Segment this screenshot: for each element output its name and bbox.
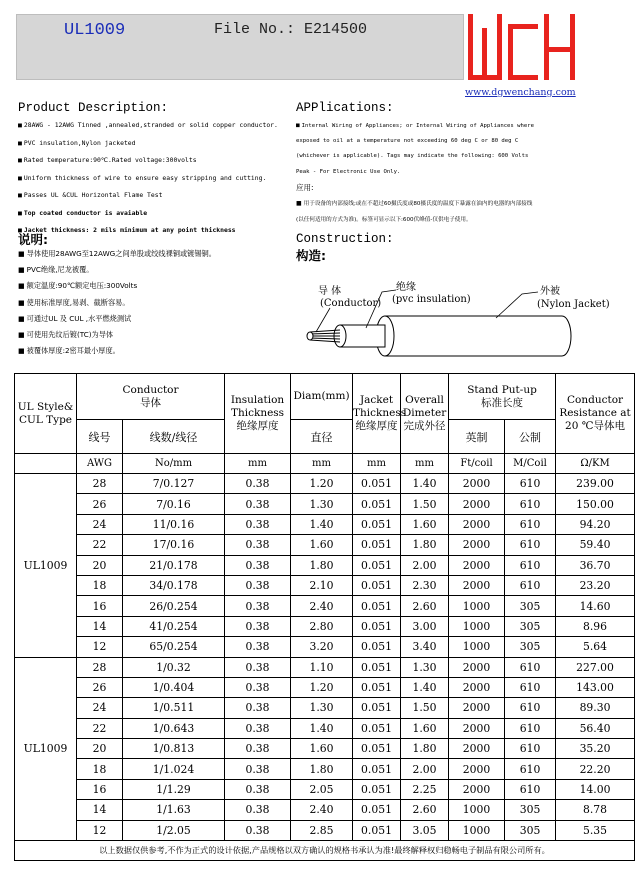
table-cell: 0.38 [225,739,291,759]
table-cell: 7/0.16 [123,494,225,514]
app-line-2: exposed to oil at a temperature not exceeding 60 deg C or 80 deg C [296,138,519,145]
table-cell: 2.85 [291,820,353,840]
company-logo [466,10,578,84]
conductor-label-en: (Conductor) [320,298,382,309]
unit-awg: AWG [77,454,123,474]
table-cell: 610 [505,698,556,718]
table-cell: 610 [505,535,556,555]
table-cell: 36.70 [556,555,635,575]
table-cell: 610 [505,718,556,738]
table-cell: 1.40 [291,718,353,738]
table-cell: 1.10 [291,657,353,677]
table-cell: 2000 [449,657,505,677]
table-cell: 0.38 [225,759,291,779]
insulation-label-en: (pvc insulation) [392,294,471,305]
table-cell: 1.60 [291,535,353,555]
table-cell: 0.051 [353,657,401,677]
table-cell: 35.20 [556,739,635,759]
table-cell: 1000 [449,616,505,636]
table-cell: 0.38 [225,474,291,494]
th-diam: Diam(mm) [291,374,353,420]
table-cell: 1000 [449,800,505,820]
table-row [15,657,635,677]
table-cell: 1.30 [291,698,353,718]
table-cell: 1/1.29 [123,779,225,799]
table-row [15,677,635,697]
table-cell: 12 [77,820,123,840]
unit-mm-insul: mm [225,454,291,474]
table-cell: 14 [77,616,123,636]
table-cell: 1.60 [291,739,353,759]
th-jacket: Jacket Thickness 绝缘厚度 [353,374,401,454]
logo-mark [468,14,575,80]
table-cell: 1.30 [291,494,353,514]
table-cell: 1000 [449,637,505,657]
table-cell: 16 [77,779,123,799]
table-row [15,514,635,534]
table-cell: 305 [505,596,556,616]
table-cell: 3.00 [401,616,449,636]
table-cell: 2000 [449,474,505,494]
table-cell: 1.60 [401,718,449,738]
table-cell: 305 [505,800,556,820]
table-cell: 1.80 [401,739,449,759]
description-cn-item: ■ 可通过UL 及 CUL ,水平燃烧测试 [18,311,216,327]
table-cell: 2.00 [401,759,449,779]
description-cn-title: 说明: [18,232,48,247]
table-cell: 0.051 [353,718,401,738]
description-item: ■ Rated temperature:90℃.Rated voltage:300volts [18,152,278,170]
unit-ohm: Ω/KM [556,454,635,474]
table-cell: 28 [77,474,123,494]
table-cell: 2.05 [291,779,353,799]
table-cell: 0.051 [353,616,401,636]
table-cell: 0.38 [225,575,291,595]
table-cell: 1.20 [291,677,353,697]
table-cell: 305 [505,637,556,657]
table-cell: 1/1.63 [123,800,225,820]
table-cell: 26 [77,494,123,514]
th-diam-cn: 直径 [291,420,353,454]
table-cell: 2000 [449,739,505,759]
table-cell: 1/0.511 [123,698,225,718]
description-cn-item: ■ 可使用先纹后镀(TC)为导体 [18,327,216,343]
table-cell: 2.40 [291,596,353,616]
table-cell: 17/0.16 [123,535,225,555]
table-cell: 5.64 [556,637,635,657]
table-cell: 0.38 [225,616,291,636]
style-cell: UL1009 [15,657,77,841]
th-overall: Overall Dimeter 完成外径 [401,374,449,454]
table-cell: 0.051 [353,596,401,616]
table-row [15,698,635,718]
table-cell: 0.38 [225,494,291,514]
table-cell: 0.38 [225,555,291,575]
table-cell: 0.051 [353,535,401,555]
table-cell: 610 [505,494,556,514]
table-cell: 143.00 [556,677,635,697]
th-insulation: Insulation Thickness 绝缘厚度 [225,374,291,454]
table-cell: 610 [505,555,556,575]
conductor-label-cn: 导 体 [318,286,342,297]
table-cell: 22 [77,718,123,738]
table-cell: 150.00 [556,494,635,514]
applications-title: APPlications: [296,101,394,115]
th-style: UL Style& CUL Type [15,374,77,454]
table-cell: 0.051 [353,779,401,799]
table-cell: 1/0.32 [123,657,225,677]
website-link[interactable]: www.dgwenchang.com [465,87,576,98]
table-footer-note: 以上数据仅供参考,不作为正式的设计依据,产品规格以双方确认的规格书承认为准!最终解释权归稳畅电子制品有限公司所有。 [15,841,635,861]
table-cell: 1.60 [401,514,449,534]
table-cell: 610 [505,514,556,534]
table-cell: 2.30 [401,575,449,595]
th-imperial: 英制 [449,420,505,454]
table-row [15,596,635,616]
table-cell: 7/0.127 [123,474,225,494]
unit-empty [15,454,77,474]
table-row [15,800,635,820]
table-cell: 56.40 [556,718,635,738]
table-cell: 1/2.05 [123,820,225,840]
table-cell: 1.20 [291,474,353,494]
table-cell: 0.051 [353,820,401,840]
table-row [15,718,635,738]
description-cn-item: ■ PVC绝缘,尼龙被覆。 [18,262,216,278]
table-cell: 610 [505,474,556,494]
table-cell: 0.38 [225,698,291,718]
table-cell: 23.20 [556,575,635,595]
table-cell: 3.05 [401,820,449,840]
table-cell: 2.60 [401,800,449,820]
table-cell: 18 [77,759,123,779]
table-cell: 0.38 [225,800,291,820]
table-cell: 3.20 [291,637,353,657]
construction-cn-title: 构造: [296,248,326,263]
table-row [15,535,635,555]
table-cell: 0.051 [353,759,401,779]
table-cell: 14 [77,800,123,820]
table-cell: 2000 [449,718,505,738]
table-cell: 8.96 [556,616,635,636]
table-cell: 2.00 [401,555,449,575]
table-cell: 1.40 [401,474,449,494]
table-cell: 2.80 [291,616,353,636]
description-item: ■ Top coated conductor is avaiable [18,205,278,223]
table-cell: 89.30 [556,698,635,718]
table-cell: 610 [505,677,556,697]
table-cell: 0.051 [353,575,401,595]
th-metric: 公制 [505,420,556,454]
table-cell: 14.60 [556,596,635,616]
table-cell: 1000 [449,820,505,840]
spec-table [14,373,635,861]
table-cell: 1.40 [401,677,449,697]
unit-mm-diam: mm [291,454,353,474]
table-cell: 2.60 [401,596,449,616]
table-row [15,575,635,595]
description-list [18,117,278,240]
table-cell: 2000 [449,555,505,575]
style-cell: UL1009 [15,474,77,658]
table-cell: 2.25 [401,779,449,799]
table-row [15,555,635,575]
table-cell: 305 [505,820,556,840]
description-cn-item: ■ 导体使用28AWG至12AWG之间单股或绞线裸铜或镀锡铜。 [18,246,216,262]
table-cell: 0.38 [225,657,291,677]
table-cell: 0.38 [225,535,291,555]
table-cell: 610 [505,575,556,595]
description-item: ■ Passes UL &CUL Horizontal Flame Test [18,187,278,205]
description-cn-item: ■ 额定温度:90℃额定电压:300Volts [18,278,216,294]
description-cn-list [18,246,216,359]
table-cell: 610 [505,759,556,779]
description-cn-item: ■ 被覆体厚度:2密耳最小厚度。 [18,343,216,359]
table-cell: 1/1.024 [123,759,225,779]
jacket-label-cn: 外被 [540,286,560,297]
th-gauge-cn: 线号 [77,420,123,454]
table-cell: 94.20 [556,514,635,534]
table-cell: 0.051 [353,474,401,494]
table-cell: 2000 [449,535,505,555]
table-cell: 20 [77,555,123,575]
model-title: UL1009 [64,21,126,40]
description-item: ■ 28AWG - 12AWG Tinned ,annealed,stranded or solid copper conductor. [18,117,278,135]
table-row [15,616,635,636]
table-cell: 2.40 [291,800,353,820]
table-cell: 26 [77,677,123,697]
table-cell: 1.30 [401,657,449,677]
table-cell: 0.051 [353,555,401,575]
table-cell: 24 [77,514,123,534]
table-cell: 0.051 [353,677,401,697]
wire-illustration [300,278,630,358]
table-cell: 12 [77,637,123,657]
table-row [15,494,635,514]
table-cell: 2000 [449,575,505,595]
table-cell: 0.38 [225,779,291,799]
app-cn-line-1: ■ 用于设备的内部接线;或在不超过60摄氏度或80摄氏度的温度下暴露在油内的电器的内部接线 [296,196,626,212]
th-resistance: Conductor Resistance at 20 ℃导体电 [556,374,635,454]
description-item: ■ Jacket thickness: 2 mils minimum at any point thickness [18,222,278,240]
table-cell: 227.00 [556,657,635,677]
table-cell: 610 [505,657,556,677]
table-cell: 2.10 [291,575,353,595]
table-cell: 20 [77,739,123,759]
table-cell: 610 [505,739,556,759]
description-item: ■ Uniform thickness of wire to ensure easy stripping and cutting. [18,170,278,188]
app-line-3: (whichever is applicable). Tags may indicate the following: 600 Volts [296,153,529,160]
table-cell: 3.40 [401,637,449,657]
table-cell: 14.00 [556,779,635,799]
table-cell: 1.80 [291,759,353,779]
table-cell: 305 [505,616,556,636]
table-cell: 0.051 [353,494,401,514]
unit-mm-overall: mm [401,454,449,474]
table-cell: 1.40 [291,514,353,534]
table-cell: 0.38 [225,637,291,657]
table-cell: 0.051 [353,698,401,718]
applications-text [296,118,626,180]
insulation-label-cn: 绝缘 [396,282,416,293]
table-cell: 1.50 [401,698,449,718]
description-cn-item: ■ 使用标准厚度,易剥、截断容易。 [18,295,216,311]
file-number: File No.: E214500 [214,21,368,38]
table-cell: 24 [77,698,123,718]
table-cell: 1/0.813 [123,739,225,759]
app-line-1: ■ Internal Wiring of Appliances; or Internal Wiring of Appliances where [296,118,626,134]
table-cell: 0.38 [225,820,291,840]
table-cell: 610 [505,779,556,799]
table-cell: 2000 [449,514,505,534]
table-cell: 22.20 [556,759,635,779]
th-conductor: Conductor 导体 [77,374,225,420]
unit-nmm: No/mm [123,454,225,474]
app-line-4: Peak - For Electronic Use Only. [296,168,401,175]
description-title: Product Description: [18,101,169,115]
applications-cn [296,180,626,228]
app-cn-line-2: (以任何适用的方式为准)。标签可显示以下:600伏峰值-仅供电子使用。 [296,217,472,223]
th-standput: Stand Put-up 标准长度 [449,374,556,420]
th-strand-cn: 线数/线径 [123,420,225,454]
table-row [15,779,635,799]
table-cell: 0.38 [225,596,291,616]
table-cell: 2000 [449,494,505,514]
table-cell: 0.38 [225,514,291,534]
table-cell: 34/0.178 [123,575,225,595]
table-cell: 41/0.254 [123,616,225,636]
table-cell: 0.051 [353,514,401,534]
table-cell: 0.38 [225,718,291,738]
wire-diagram [300,278,630,358]
app-cn-title: 应用: [296,183,314,192]
unit-ft: Ft/coil [449,454,505,474]
table-cell: 5.35 [556,820,635,840]
table-cell: 2000 [449,698,505,718]
table-cell: 0.38 [225,677,291,697]
table-cell: 1/0.404 [123,677,225,697]
table-cell: 2000 [449,779,505,799]
table-cell: 22 [77,535,123,555]
construction-title: Construction: [296,232,394,246]
jacket-label-en: (Nylon Jacket) [537,299,610,310]
table-cell: 16 [77,596,123,616]
table-cell: 0.051 [353,739,401,759]
table-row [15,637,635,657]
table-cell: 59.40 [556,535,635,555]
table-cell: 0.051 [353,800,401,820]
description-item: ■ PVC insulation,Nylon jacketed [18,135,278,153]
unit-mm-jacket: mm [353,454,401,474]
table-row [15,759,635,779]
table-cell: 8.78 [556,800,635,820]
unit-m: M/Coil [505,454,556,474]
table-cell: 2000 [449,677,505,697]
table-row [15,820,635,840]
table-cell: 1.80 [291,555,353,575]
table-cell: 2000 [449,759,505,779]
table-cell: 28 [77,657,123,677]
table-row [15,739,635,759]
table-cell: 11/0.16 [123,514,225,534]
table-row [15,474,635,494]
table-cell: 65/0.254 [123,637,225,657]
table-cell: 18 [77,575,123,595]
table-cell: 1.80 [401,535,449,555]
table-cell: 21/0.178 [123,555,225,575]
table-cell: 26/0.254 [123,596,225,616]
table-cell: 1.50 [401,494,449,514]
table-cell: 1/0.643 [123,718,225,738]
table-cell: 239.00 [556,474,635,494]
table-cell: 0.051 [353,637,401,657]
table-cell: 1000 [449,596,505,616]
